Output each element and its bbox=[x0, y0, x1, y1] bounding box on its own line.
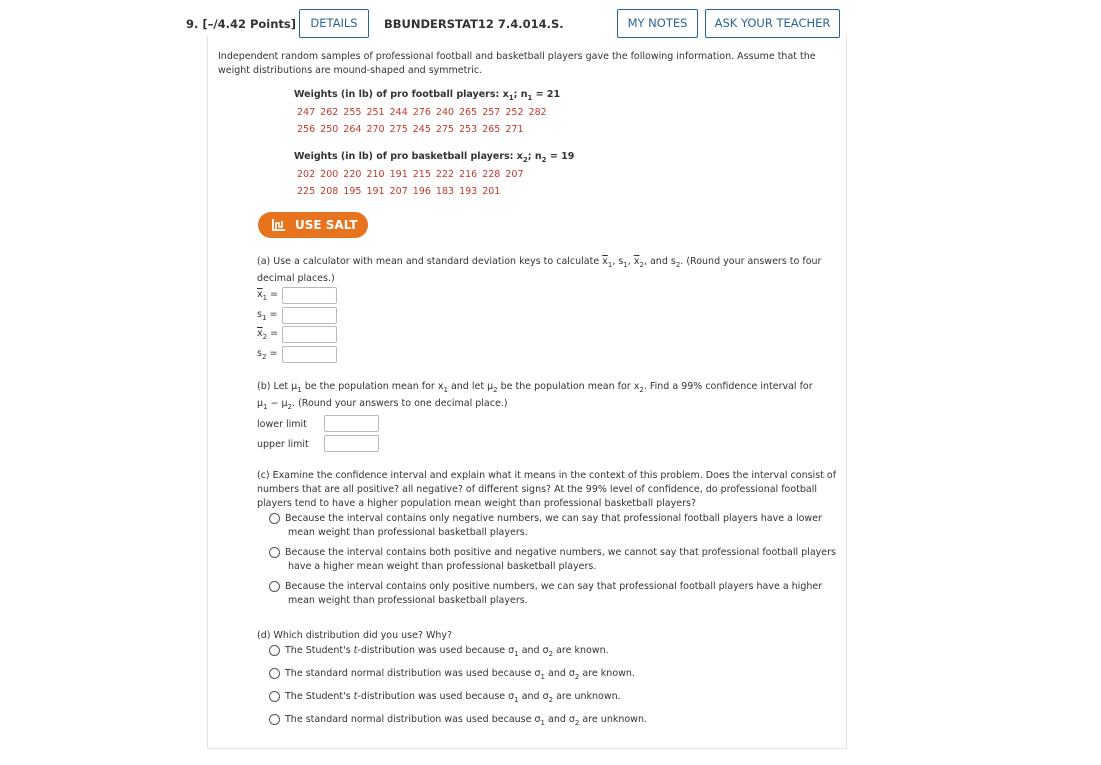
use-salt-button[interactable] bbox=[258, 212, 368, 238]
part-d-option-1: The Student's t-distribution was used because $\sigma_1$ and $\sigma_2$ are known. bbox=[285, 645, 609, 658]
football-title: Weights (in lb) of pro football players: $x_1$; $n_1 = 21$ bbox=[294, 89, 561, 102]
basketball-title: Weights (in lb) of pro basketball players: $x_2$; $n_2 = 19$ bbox=[294, 151, 575, 164]
use-salt-label: USE SALT bbox=[295, 218, 358, 232]
part-c-line-3: players tend to have a higher population mean weight than professional basketball players? bbox=[257, 498, 696, 509]
part-c-option-1-radio[interactable] bbox=[269, 513, 280, 524]
part-d-option-4: The standard normal distribution was used because $\sigma_1$ and $\sigma_2$ are unknown. bbox=[285, 714, 647, 727]
my-notes-button[interactable]: MY NOTES bbox=[617, 9, 698, 38]
part-d-option-2-radio[interactable] bbox=[269, 668, 280, 679]
part-d-question: (d) Which distribution did you use? Why? bbox=[257, 630, 453, 641]
intro-line-1: Independent random samples of professional football and basketball players gave the following information. Assume that the bbox=[218, 51, 816, 62]
xbar1-input[interactable] bbox=[282, 287, 337, 304]
lower-limit-input[interactable] bbox=[324, 415, 379, 432]
part-b-line-1: (b) Let $\mu_1$ be the population mean for $x_1$ and let $\mu_2$ be the population mean for $x_2$. Find a 99% confidence interval for bbox=[257, 381, 813, 394]
s2-label: $s_2$ = bbox=[257, 348, 278, 361]
lower-limit-label: lower limit bbox=[257, 419, 307, 430]
part-d-option-4-radio[interactable] bbox=[269, 714, 280, 725]
part-c-option-3-radio[interactable] bbox=[269, 581, 280, 592]
basketball-data-row-1: 202 200 220 210 191 215 222 216 228 207 bbox=[297, 169, 524, 180]
part-d-option-3-radio[interactable] bbox=[269, 691, 280, 702]
part-c-option-1-line-1: Because the interval contains only negative numbers, we can say that professional football players have a lower bbox=[285, 513, 822, 524]
question-number: 9. [–/4.42 Points] bbox=[186, 17, 297, 31]
part-c-option-2-line-1: Because the interval contains both positive and negative numbers, we cannot say that professional football players bbox=[285, 547, 836, 558]
football-data-row-2: 256 250 264 270 275 245 275 253 265 271 bbox=[297, 124, 524, 135]
intro-line-2: weight distributions are mound-shaped and symmetric. bbox=[218, 65, 483, 76]
part-d-option-1-radio[interactable] bbox=[269, 645, 280, 656]
upper-limit-label: upper limit bbox=[257, 439, 309, 450]
part-c-option-3-line-1: Because the interval contains only positive numbers, we can say that professional football players have a higher bbox=[285, 581, 823, 592]
problem-reference: BBUNDERSTAT12 7.4.014.S. bbox=[384, 17, 564, 31]
s1-input[interactable] bbox=[282, 307, 337, 324]
ask-teacher-button[interactable]: ASK YOUR TEACHER bbox=[705, 9, 840, 38]
s1-label: $s_1$ = bbox=[257, 309, 278, 322]
part-a-line-2: decimal places.) bbox=[257, 273, 335, 284]
upper-limit-input[interactable] bbox=[324, 435, 379, 452]
xbar2-input[interactable] bbox=[282, 326, 337, 343]
xbar1-label: $\overline{x}_1$ = bbox=[257, 289, 279, 302]
s2-input[interactable] bbox=[282, 346, 337, 363]
salt-icon bbox=[271, 218, 287, 232]
part-c-option-2-line-2: have a higher mean weight than professional basketball players. bbox=[288, 561, 597, 572]
part-a-line-1: (a) Use a calculator with mean and standard deviation keys to calculate $\overline{x}_1$, $s_1$, $\overline{x}_2$, and $s_2$. (Round your answers to four bbox=[257, 256, 822, 269]
part-c-option-1-line-2: mean weight than professional basketball players. bbox=[288, 527, 528, 538]
part-b-line-2: $\mu_1 - \mu_2$. (Round your answers to one decimal place.) bbox=[257, 398, 508, 411]
basketball-data-row-2: 225 208 195 191 207 196 183 193 201 bbox=[297, 186, 501, 197]
part-c-line-2: numbers that are all positive? all negative? of different signs? At the 99% level of confidence, do professional football bbox=[257, 484, 818, 495]
details-button[interactable]: DETAILS bbox=[299, 9, 369, 38]
part-c-option-3-line-2: mean weight than professional basketball players. bbox=[288, 595, 528, 606]
part-d-option-3: The Student's t-distribution was used because $\sigma_1$ and $\sigma_2$ are unknown. bbox=[285, 691, 621, 704]
xbar2-label: $\overline{x}_2$ = bbox=[257, 328, 279, 341]
part-c-option-2-radio[interactable] bbox=[269, 547, 280, 558]
part-d-option-2: The standard normal distribution was used because $\sigma_1$ and $\sigma_2$ are known. bbox=[285, 668, 635, 681]
football-data-row-1: 247 262 255 251 244 276 240 265 257 252 282 bbox=[297, 107, 547, 118]
part-c-line-1: (c) Examine the confidence interval and explain what it means in the context of this problem. Does the interval consist of bbox=[257, 470, 837, 481]
